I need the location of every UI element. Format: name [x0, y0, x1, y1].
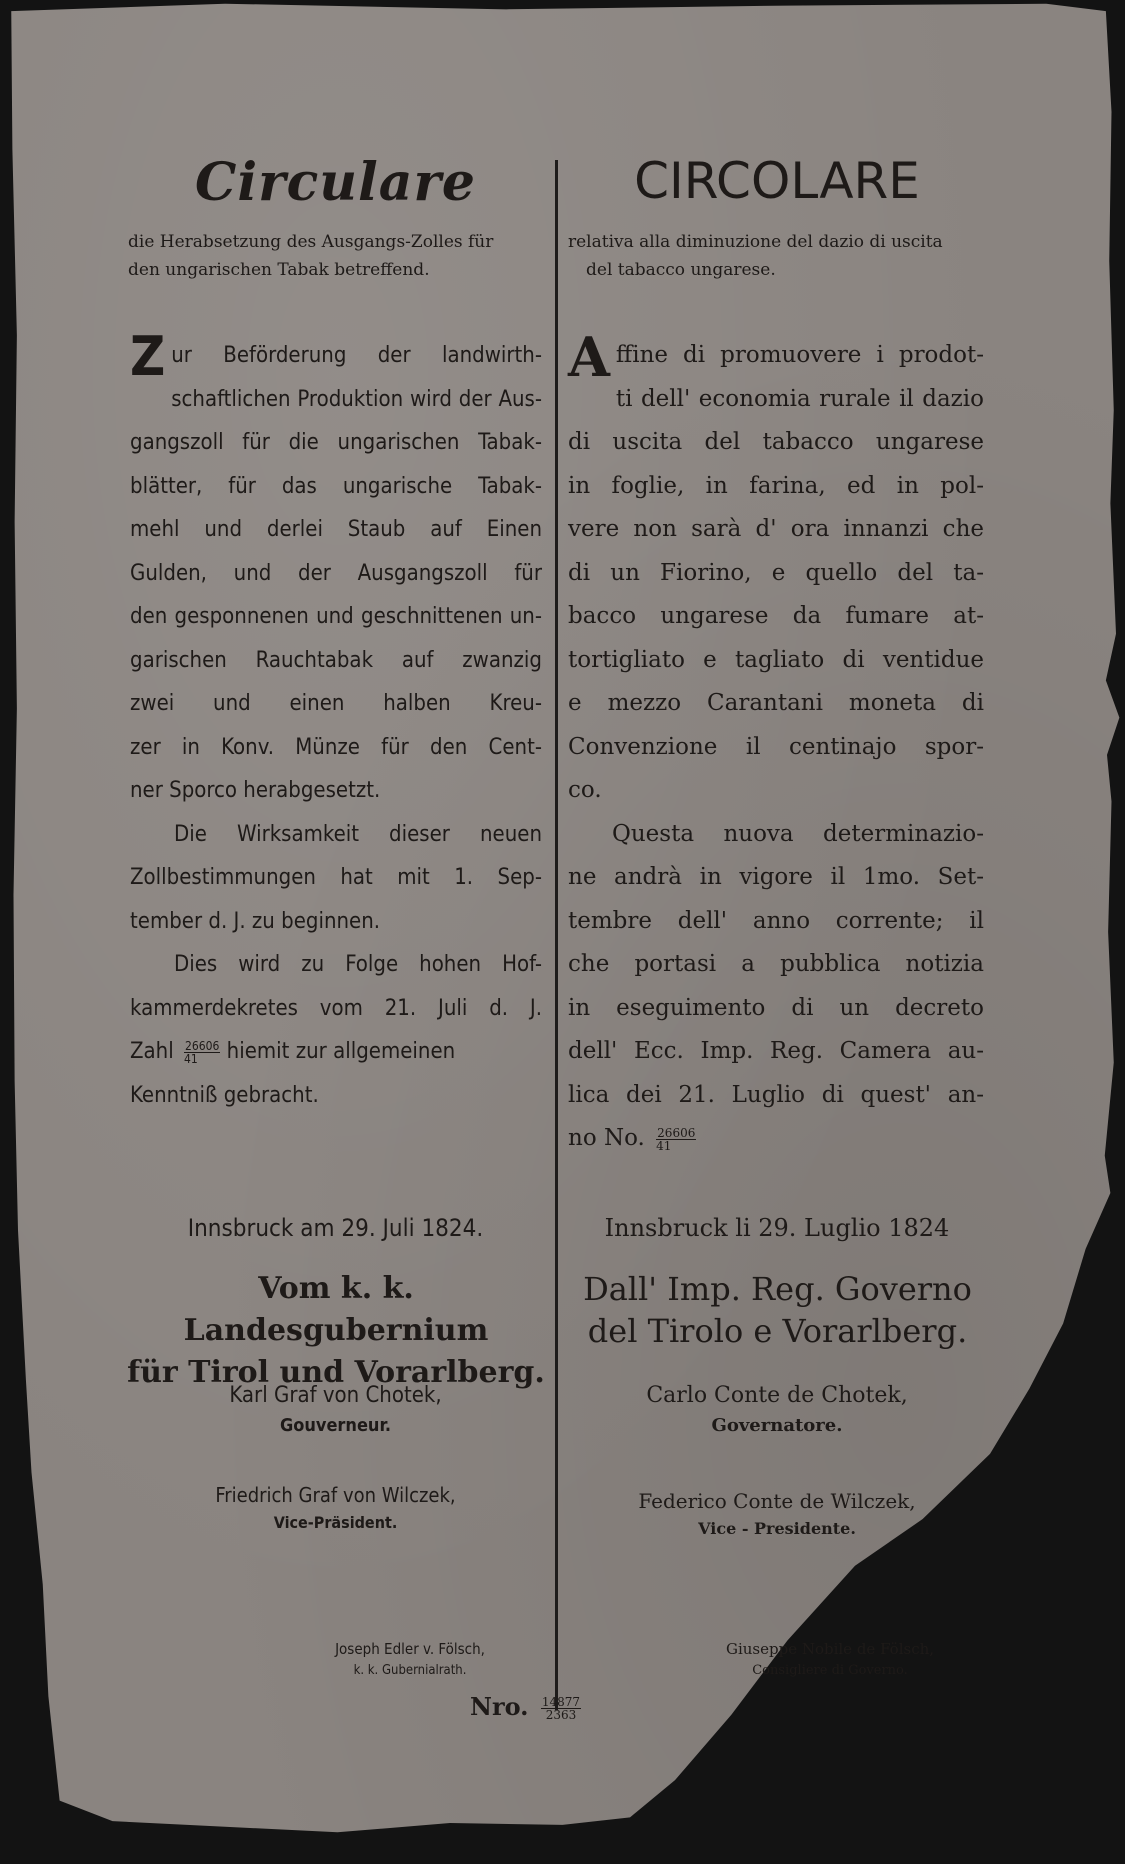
german-signatory-governor — [128, 1380, 543, 1440]
german-para2-line: Die Wirksamkeit dieser neuen — [174, 821, 542, 847]
italian-para2-line: in eseguimento di un decreto — [568, 994, 984, 1021]
signatory-name: Karl Graf von Chotek, — [229, 1383, 442, 1408]
german-para3-line: kammerdekretes vom 21. Juli d. J. — [130, 995, 542, 1021]
german-zahl-denominator: 41 — [184, 1051, 198, 1066]
german-government-line: für Tirol und Vorarlberg. — [127, 1355, 545, 1390]
german-zahl-numerator: 26606 — [185, 1038, 220, 1053]
italian-para2-line: che portasi a pubblica notizia — [568, 951, 984, 977]
document-number-fraction — [541, 1696, 581, 1721]
document-number-numerator: 14877 — [541, 1695, 581, 1709]
italian-subtitle — [568, 228, 988, 284]
signatory-role: Vice - Presidente. — [698, 1519, 856, 1538]
german-para3-line: Dies wird zu Folge hohen Hof- — [174, 952, 542, 977]
german-body-line: gangszoll für die ungarischen Tabak- — [130, 430, 542, 455]
german-body-line: ur Beförderung der landwirth- — [171, 343, 542, 368]
signatory-role: Vice-Präsident. — [273, 1513, 398, 1532]
german-para2-line: tember d. J. zu beginnen. — [130, 908, 381, 934]
german-title: Circulare — [195, 152, 476, 213]
german-signatory-vice-president — [128, 1480, 543, 1536]
signatory-role: k. k. Gubernialrath. — [353, 1663, 467, 1678]
german-body — [130, 325, 542, 1117]
german-body-line: blätter, für das ungarische Tabak- — [130, 473, 542, 499]
italian-body-line: ffine di promuovere i prodot- — [615, 342, 984, 368]
italian-title: CIRCOLARE — [634, 152, 920, 210]
italian-body-line: co. — [568, 777, 602, 803]
signatory-name: Federico Conte de Wilczek, — [638, 1489, 916, 1513]
german-subtitle-line: den ungarischen Tabak betreffend. — [128, 260, 430, 280]
signatory-name: Carlo Conte de Chotek, — [646, 1383, 908, 1408]
italian-body-line: e mezzo Carantani moneta di — [568, 690, 984, 716]
signatory-role: Governatore. — [711, 1415, 843, 1436]
italian-body-line: in foglie, in farina, ed in pol- — [568, 472, 984, 499]
document-number-label: Nro. — [470, 1692, 529, 1721]
signatory-name: Joseph Edler v. Fölsch, — [335, 1640, 485, 1658]
italian-no-fraction — [656, 1127, 696, 1152]
italian-dropcap: A — [568, 325, 610, 389]
german-dropcap: Z — [130, 325, 166, 388]
italian-body — [568, 325, 984, 1161]
german-government — [122, 1268, 550, 1394]
italian-no-numerator: 26606 — [657, 1125, 696, 1140]
italian-subtitle-line: del tabacco ungarese. — [586, 260, 776, 280]
document-number-denominator: 2363 — [545, 1708, 577, 1722]
german-signatory-councillor — [280, 1638, 540, 1682]
signatory-role: Gouverneur. — [279, 1415, 392, 1436]
german-body-line: schaftlichen Produktion wird der Aus- — [171, 386, 542, 412]
italian-government-line: del Tirolo e Vorarlberg. — [587, 1312, 968, 1350]
column-divider — [555, 160, 558, 1710]
italian-para2-line: tembre dell' anno corrente; il — [568, 907, 984, 934]
italian-no-line — [568, 1117, 984, 1161]
italian-body-line: di un Fiorino, e quello del ta- — [568, 559, 984, 586]
german-body-line: garischen Rauchtabak auf zwanzig — [130, 647, 542, 673]
german-para2-line: Zollbestimmungen hat mit 1. Sep- — [130, 865, 542, 890]
signatory-role: Consigliere di Governo. — [752, 1663, 908, 1678]
italian-date: Innsbruck li 29. Luglio 1824 — [604, 1214, 950, 1242]
italian-body-line: tortigliato e tagliato di ventidue — [568, 646, 984, 673]
italian-para2-line: dell' Ecc. Imp. Reg. Camera au- — [568, 1038, 984, 1064]
german-zahl-rest: hiemit zur allgemeinen — [226, 1039, 456, 1064]
italian-government-line: Dall' Imp. Reg. Governo — [583, 1270, 972, 1308]
german-body-line: den gesponnenen und geschnittenen un- — [130, 604, 542, 629]
italian-body-line: Convenzione il centinajo spor- — [568, 733, 984, 760]
german-body-line: mehl und derlei Staub auf Einen — [130, 517, 542, 542]
document-number — [470, 1692, 581, 1721]
german-government-line: Vom k. k. Landesgubernium — [183, 1271, 489, 1348]
italian-body-line: bacco ungarese da fumare at- — [568, 603, 984, 629]
italian-no-label: no No. — [568, 1125, 645, 1151]
italian-no-denominator: 41 — [656, 1138, 672, 1153]
italian-para2-line: ne andrà in vigore il 1mo. Set- — [568, 864, 984, 890]
german-para3-line: Kenntniß gebracht. — [130, 1082, 319, 1108]
italian-body-line: ti dell' economia rurale il dazio — [615, 385, 984, 412]
italian-signatory-vice-president — [568, 1486, 986, 1542]
italian-government — [565, 1268, 990, 1352]
italian-subtitle-line: relativa alla diminuzione del dazio di uscita — [568, 232, 943, 252]
german-subtitle — [128, 228, 548, 284]
german-body-line: ner Sporco herabgesetzt. — [130, 778, 381, 803]
signatory-name: Friedrich Graf von Wilczek, — [215, 1483, 456, 1507]
german-zahl-fraction — [184, 1040, 220, 1065]
italian-para2-line: Questa nuova determinazio- — [612, 820, 984, 847]
italian-para2-line: lica dei 21. Luglio di quest' an- — [568, 1081, 984, 1108]
italian-signatory-governor — [568, 1380, 986, 1440]
italian-body-line: di uscita del tabacco ungarese — [568, 429, 984, 455]
german-body-line: zwei und einen halben Kreu- — [130, 691, 542, 716]
german-para3-zahl-line — [130, 1030, 542, 1074]
german-body-line: zer in Konv. Münze für den Cent- — [130, 734, 542, 760]
italian-signatory-councillor — [680, 1638, 980, 1682]
german-zahl-label: Zahl — [130, 1039, 174, 1064]
german-subtitle-line: die Herabsetzung des Ausgangs-Zolles für — [128, 232, 494, 252]
german-date: Innsbruck am 29. Juli 1824. — [187, 1214, 484, 1242]
italian-body-line: vere non sarà d' ora innanzi che — [568, 516, 984, 542]
signatory-name: Giuseppe Nobile de Fölsch, — [725, 1640, 935, 1658]
german-body-line: Gulden, und der Ausgangszoll für — [130, 560, 542, 586]
